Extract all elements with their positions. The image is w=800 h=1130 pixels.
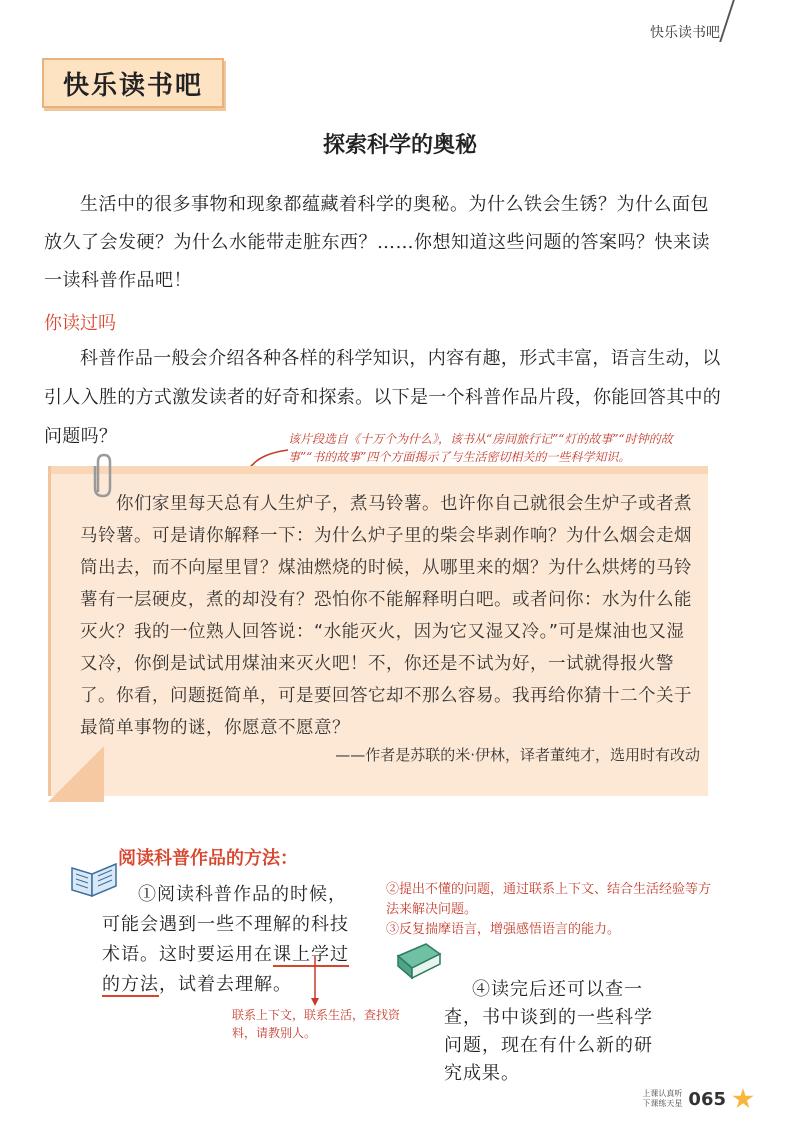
down-arrow-icon <box>310 956 320 1006</box>
subheading-ni-du-guo-ma: 你读过吗 <box>44 313 116 334</box>
page-title: 探索科学的奥秘 <box>322 133 477 158</box>
excerpt-text: 你们家里每天总有人生炉子，煮马铃薯。也许你自己就很会生炉子或者煮马铃薯。可是请你解释一下：为什么炉子里的柴会毕剥作响？为什么烟会走烟筒出去，而不向屋里冒？煤油燃烧的时候，从哪里来的烟？为什么烘烤的马铃薯有一层硬皮，煮的却没有？恐怕你不能解释明白吧。或者问你：水为什么能灭火？我的一位熟人回答说：“水能灭火，因为它又湿又冷。”可是煤油也又湿又冷，你倒是试试用煤油来灭火吧！不，你还是不试为好，一试就得报火警了。你看，问题挺简单，可是要回答它却不那么容易。我再给你猜十二个关于最简单事物的谜，你愿意不愿意？ <box>80 494 692 738</box>
page-number: 065 <box>688 1088 726 1110</box>
closed-book-icon <box>392 938 444 982</box>
footer-slogan-line-1: 上课认真听 <box>642 1089 683 1098</box>
footer-slogan <box>642 1089 682 1109</box>
method-3-note: ③反复揣摩语言，增强感悟语言的能力。 <box>386 922 621 937</box>
footer-slogan-line-2: 下课练天星 <box>642 1099 683 1108</box>
method-1-note: 联系上下文，联系生活，查找资料，请教别人。 <box>232 1008 401 1040</box>
method-1-underlined: 课上学过的方法 <box>102 944 349 995</box>
method-4: ④读完后还可以查一查，书中谈到的一些科学问题，现在有什么新的研究成果。 <box>444 979 653 1084</box>
page-fold-decoration <box>48 746 104 802</box>
section-tag-label: 快乐读书吧 <box>62 70 203 101</box>
intro-paragraph: 生活中的很多事物和现象都蕴藏着科学的奥秘。为什么铁会生锈？为什么面包放久了会发硬？为什么水能带走脏东西？……你想知道这些问题的答案吗？快来读一读科普作品吧！ <box>44 194 710 291</box>
excerpt-source-note: 该片段选自《十万个为什么》，该书从“房间旅行记”“灯的故事”“时钟的故事”“书的故事”四个方面揭示了与生活密切相关的一些科学知识。 <box>288 432 673 464</box>
method-1-text-a: ①阅读科普作品的时候，可能会遇到一些不理解的科技术语。这时要运用在 <box>102 884 349 965</box>
excerpt-attribution: ——作者是苏联的米·伊林，译者董纯才，选用时有改动 <box>335 746 700 764</box>
section-tag <box>42 58 224 108</box>
method-1-text-b: ，试着去理解。 <box>159 974 292 995</box>
corner-decoration <box>719 0 751 42</box>
method-2-note: ②提出不懂的问题，通过联系上下文、结合生活经验等方法来解决问题。 <box>386 882 712 917</box>
methods-heading: 阅读科普作品的方法： <box>118 848 298 869</box>
method-1 <box>102 880 364 1000</box>
page-footer <box>642 1088 754 1110</box>
running-head: 快乐读书吧 <box>650 25 720 41</box>
methods-notes-right <box>386 880 716 940</box>
science-works-paragraph: 科普作品一般会介绍各种各样的科学知识，内容有趣，形式丰富，语言生动，以引人入胜的方式激发读者的好奇和探索。以下是一个科普作品片段，你能回答其中的问题吗？ <box>44 348 722 447</box>
star-icon <box>732 1088 754 1110</box>
